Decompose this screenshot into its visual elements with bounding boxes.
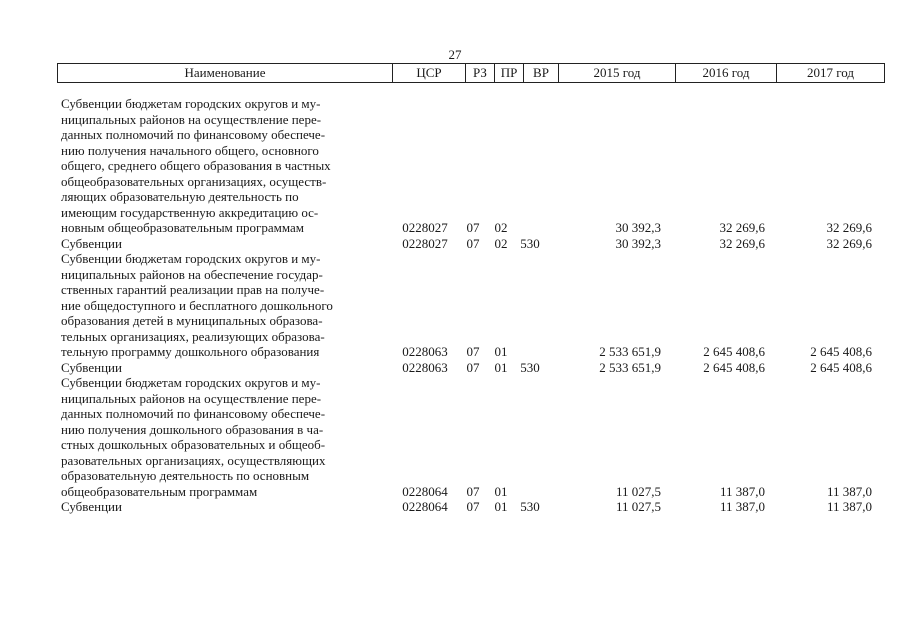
row-name-line: Субвенции [61, 235, 122, 251]
row-name-line: нию получения начального общего, основного [61, 142, 319, 158]
row-value-2017: 2 645 408,6 [810, 359, 872, 375]
budget-table [57, 96, 872, 515]
row-name-line: образовательную деятельность по основным [61, 468, 310, 483]
row-vr: 530 [520, 235, 540, 251]
row-value-2015: 30 392,3 [615, 220, 661, 235]
row-name-line: общеобразовательным программам [61, 483, 258, 499]
column-header-2015: 2015 год [559, 64, 676, 83]
row-name [57, 499, 391, 515]
row-value-2017: 32 269,6 [826, 235, 872, 251]
row-name-line: Субвенции бюджетам городских округов и му- [61, 251, 321, 266]
row-name-line: общеобразовательных организациях, осуществ- [61, 173, 327, 189]
row-name-line: разовательных организациях, осуществляющих [61, 452, 326, 468]
column-header-csr: ЦСР [393, 64, 466, 83]
row-rz: 07 [466, 359, 480, 375]
table-row [57, 236, 872, 252]
header-row [58, 64, 885, 83]
row-value-2015: 11 027,5 [615, 483, 661, 499]
column-header-pr: ПР [495, 64, 524, 83]
column-header-2016: 2016 год [676, 64, 777, 83]
table-row [57, 96, 872, 236]
row-name-line: ние общедоступного и бесплатного дошкольного [61, 297, 333, 313]
row-value-2016: 32 269,6 [719, 220, 765, 235]
row-name-line: общего, среднего общего образования в частных [61, 158, 331, 173]
row-vr: 530 [520, 359, 540, 375]
row-rz: 07 [466, 220, 480, 235]
row-name-line: Субвенции [61, 499, 122, 514]
row-csr: 0228064 [402, 483, 448, 499]
table-row [57, 360, 872, 376]
row-name-line: новным общеобразовательным программам [61, 220, 304, 235]
table-row [57, 499, 872, 515]
row-name-line: ниципальных районов на обеспечение государ- [61, 266, 323, 282]
row-vr [515, 251, 545, 360]
row-name-line: Субвенции [61, 359, 122, 375]
row-name-line: Субвенции бюджетам городских округов и му- [61, 375, 321, 390]
row-vr [515, 375, 545, 499]
row-value-2016: 11 387,0 [719, 499, 765, 514]
row-name-line: образования детей в муниципальных образова- [61, 313, 323, 328]
row-csr: 0228027 [402, 235, 448, 251]
row-name-line: нию получения дошкольного образования в ча- [61, 421, 324, 437]
row-name-line: Субвенции бюджетам городских округов и му- [61, 96, 321, 111]
row-vr [515, 96, 545, 236]
table-row [57, 251, 872, 360]
row-name [57, 236, 391, 252]
row-pr: 01 [494, 483, 508, 499]
column-header-vr: ВР [524, 64, 559, 83]
row-name [57, 251, 391, 360]
row-name-line: имеющим государственную аккредитацию ос- [61, 204, 319, 220]
row-rz: 07 [466, 235, 480, 251]
row-name [57, 375, 391, 499]
row-value-2015: 30 392,3 [615, 235, 661, 251]
row-value-2015: 11 027,5 [615, 499, 661, 514]
row-name-line: ственных гарантий реализации прав на получе- [61, 282, 325, 297]
column-header-name: Наименование [58, 64, 393, 83]
row-value-2015: 2 533 651,9 [599, 359, 661, 375]
row-name-line: ниципальных районов на осуществление пере- [61, 390, 322, 406]
row-rz: 07 [466, 344, 480, 359]
row-value-2017: 11 387,0 [826, 499, 872, 514]
row-pr: 02 [494, 220, 508, 235]
row-csr: 0228027 [402, 220, 448, 235]
row-csr: 0228064 [402, 499, 448, 514]
row-name [57, 360, 391, 376]
row-name-line: тельных организациях, реализующих образова- [61, 328, 325, 344]
row-vr: 530 [520, 499, 540, 514]
row-value-2016: 2 645 408,6 [703, 359, 765, 375]
row-name-line: стных дошкольных образовательных и общеоб- [61, 437, 326, 452]
row-rz: 07 [466, 483, 480, 499]
row-name-line: ляющих образовательную деятельность по [61, 189, 299, 204]
row-name-line: ниципальных районов на осуществление пере- [61, 111, 322, 127]
row-name-line: данных полномочий по финансовому обеспече- [61, 406, 326, 421]
row-pr: 01 [494, 344, 508, 359]
row-value-2016: 32 269,6 [719, 235, 765, 251]
row-pr: 01 [494, 499, 508, 514]
row-value-2017: 32 269,6 [826, 220, 872, 235]
row-value-2016: 11 387,0 [719, 483, 765, 499]
row-rz: 07 [466, 499, 480, 514]
row-pr: 02 [494, 235, 508, 251]
row-csr: 0228063 [402, 344, 448, 359]
row-pr: 01 [494, 359, 508, 375]
row-csr: 0228063 [402, 359, 448, 375]
table-body [57, 96, 872, 515]
row-value-2017: 11 387,0 [826, 483, 872, 499]
table-row [57, 375, 872, 499]
column-header-rz: РЗ [466, 64, 495, 83]
row-value-2017: 2 645 408,6 [810, 344, 872, 359]
row-name-line: тельную программу дошкольного образования [61, 344, 320, 359]
row-name [57, 96, 391, 236]
row-value-2016: 2 645 408,6 [703, 344, 765, 359]
column-header-2017: 2017 год [777, 64, 885, 83]
row-name-line: данных полномочий по финансовому обеспече- [61, 127, 326, 142]
row-value-2015: 2 533 651,9 [599, 344, 661, 359]
table-header [57, 63, 885, 83]
page-number: 27 [448, 47, 462, 62]
